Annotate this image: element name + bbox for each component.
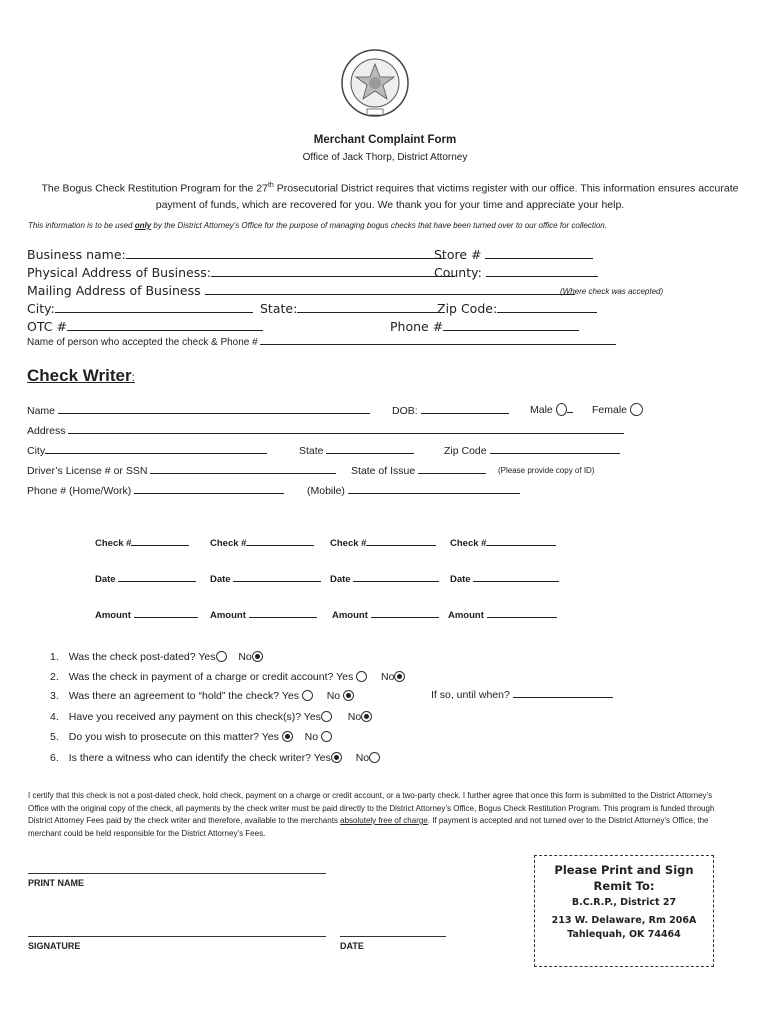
question-4: 4. Have you received any payment on this check(s)? Yes No — [50, 711, 372, 723]
business-phone-field[interactable]: Phone # — [390, 318, 579, 334]
female-radio-icon — [630, 403, 643, 416]
writer-state-field[interactable]: State — [299, 444, 414, 457]
drivers-license-field[interactable]: Driver’s License # or SSN — [27, 464, 336, 477]
remit-street: 213 W. Delaware, Rm 206A — [551, 915, 697, 926]
check-date-3[interactable]: Date — [330, 573, 439, 585]
q4-no-radio-icon — [361, 711, 372, 722]
usage-note: This information is to be used only by the District Attorney’s Office for the purpose of managing bogus checks that have been turned over to our office for collection. — [28, 221, 607, 230]
check-number-4[interactable]: Check # — [450, 537, 556, 549]
q5-no-option[interactable]: No — [305, 731, 332, 743]
otc-field[interactable]: OTC # — [27, 318, 263, 334]
question-6: 6. Is there a witness who can identify the check writer? Yes No — [50, 752, 380, 764]
check-amount-1[interactable]: Amount — [95, 609, 198, 621]
certification-paragraph: I certify that this check is not a post-dated check, hold check, payment on a charge or credit account, or a two-party check. I further agree that once this form is submitted to the District Attorney’s Office with the original copy of the check, all payments by the check writer must be paid directly to the District Attorney’s Office, Bogus Check Restitution Program. This program is funded through District Attorney Fees paid by the check writer and therefore, available to the merchants absolutely free of charge. If payment is accepted and not turned over to the District Attorney’s Office, the merchant could be held responsible for the District Attorney’s Fees. — [28, 791, 715, 838]
q4-yes-radio-icon — [321, 711, 332, 722]
signature-label: SIGNATURE — [28, 941, 81, 951]
q2-yes-option[interactable]: Yes — [336, 671, 367, 683]
q5-yes-option[interactable]: Yes — [262, 731, 293, 743]
date-label: DATE — [340, 941, 364, 951]
male-radio-icon — [556, 403, 567, 416]
remit-to-box — [534, 855, 714, 967]
q5-yes-radio-icon — [282, 731, 293, 742]
print-name-line[interactable] — [28, 873, 326, 874]
business-city-field[interactable]: City: — [27, 300, 253, 316]
writer-zip-field[interactable]: Zip Code — [444, 444, 620, 457]
check-amount-2[interactable]: Amount — [210, 609, 317, 621]
business-name-field[interactable]: Business name: — [27, 246, 444, 262]
q6-no-radio-icon — [369, 752, 380, 763]
q1-no-radio-icon — [252, 651, 263, 662]
county-field[interactable]: County: — [434, 264, 598, 280]
writer-address-field[interactable]: Address — [27, 424, 624, 437]
physical-address-field[interactable]: Physical Address of Business: — [27, 264, 455, 280]
accepted-by-field[interactable]: Name of person who accepted the check & Phone # — [27, 335, 616, 348]
date-line[interactable] — [340, 936, 446, 937]
form-title: Merchant Complaint Form — [313, 134, 457, 146]
print-name-label: PRINT NAME — [28, 878, 84, 888]
q6-yes-option[interactable]: Yes — [314, 752, 342, 764]
id-copy-note: (Please provide copy of ID) — [498, 466, 595, 475]
state-of-issue-field[interactable]: State of Issue — [351, 464, 486, 477]
check-amount-4[interactable]: Amount — [448, 609, 557, 621]
writer-mobile-field[interactable]: (Mobile) — [307, 484, 520, 497]
q2-yes-radio-icon — [356, 671, 367, 682]
writer-city-field[interactable]: City — [27, 444, 267, 457]
writer-dob-field[interactable]: DOB: — [392, 404, 509, 417]
question-1: 1. Was the check post-dated? Yes No — [50, 651, 263, 663]
q6-no-option[interactable]: No — [356, 752, 380, 764]
question-5: 5. Do you wish to prosecute on this matter? Yes No — [50, 731, 332, 743]
intro-paragraph: The Bogus Check Restitution Program for the 27th Prosecutorial District requires that victims register with our office. This information ensures accurate payment of funds, which are recovered for you. We thank you for your time and appreciate your help. — [41, 182, 739, 211]
q3-yes-radio-icon — [302, 690, 313, 701]
q6-yes-radio-icon — [331, 752, 342, 763]
check-number-1[interactable]: Check # — [95, 537, 189, 549]
state-seal-logo — [340, 48, 410, 118]
check-date-2[interactable]: Date — [210, 573, 321, 585]
business-state-field[interactable]: State: — [260, 300, 439, 316]
mailing-note: (Where check was accepted) — [560, 287, 664, 296]
signature-line[interactable] — [28, 936, 326, 937]
q1-no-option[interactable]: No — [238, 651, 262, 663]
q4-yes-option[interactable]: Yes — [304, 711, 332, 723]
remit-city: Tahlequah, OK 74464 — [567, 929, 681, 940]
question-2: 2. Was the check in payment of a charge or credit account? Yes No — [50, 671, 405, 683]
hold-until-field[interactable]: If so, until when? — [431, 688, 613, 701]
check-writer-heading: Check Writer: — [27, 366, 135, 385]
q1-yes-radio-icon — [216, 651, 227, 662]
question-3: 3. Was there an agreement to “hold” the check? Yes No — [50, 690, 354, 702]
male-option[interactable]: Male — [530, 403, 573, 416]
check-number-3[interactable]: Check # — [330, 537, 436, 549]
writer-phone-field[interactable]: Phone # (Home/Work) — [27, 484, 284, 497]
remit-instruction: Please Print and Sign — [554, 863, 694, 877]
check-amount-3[interactable]: Amount — [332, 609, 439, 621]
form-subtitle: Office of Jack Thorp, District Attorney — [302, 152, 468, 163]
q3-no-option[interactable]: No — [327, 690, 354, 702]
q3-yes-option[interactable]: Yes — [282, 690, 313, 702]
q4-no-option[interactable]: No — [348, 711, 372, 723]
remit-program: B.C.R.P., District 27 — [571, 897, 677, 908]
check-date-4[interactable]: Date — [450, 573, 559, 585]
female-option[interactable]: Female — [592, 403, 643, 416]
check-number-2[interactable]: Check # — [210, 537, 314, 549]
q2-no-option[interactable]: No — [381, 671, 405, 683]
q5-no-radio-icon — [321, 731, 332, 742]
writer-name-field[interactable]: Name — [27, 404, 370, 417]
store-number-field[interactable]: Store # — [434, 246, 593, 262]
q1-yes-option[interactable]: Yes — [198, 651, 226, 663]
q3-no-radio-icon — [343, 690, 354, 701]
q2-no-radio-icon — [394, 671, 405, 682]
business-zip-field[interactable]: Zip Code: — [437, 300, 597, 316]
check-date-1[interactable]: Date — [95, 573, 196, 585]
remit-label: Remit To: — [593, 879, 655, 893]
mailing-address-field[interactable]: Mailing Address of Business — [27, 282, 575, 298]
